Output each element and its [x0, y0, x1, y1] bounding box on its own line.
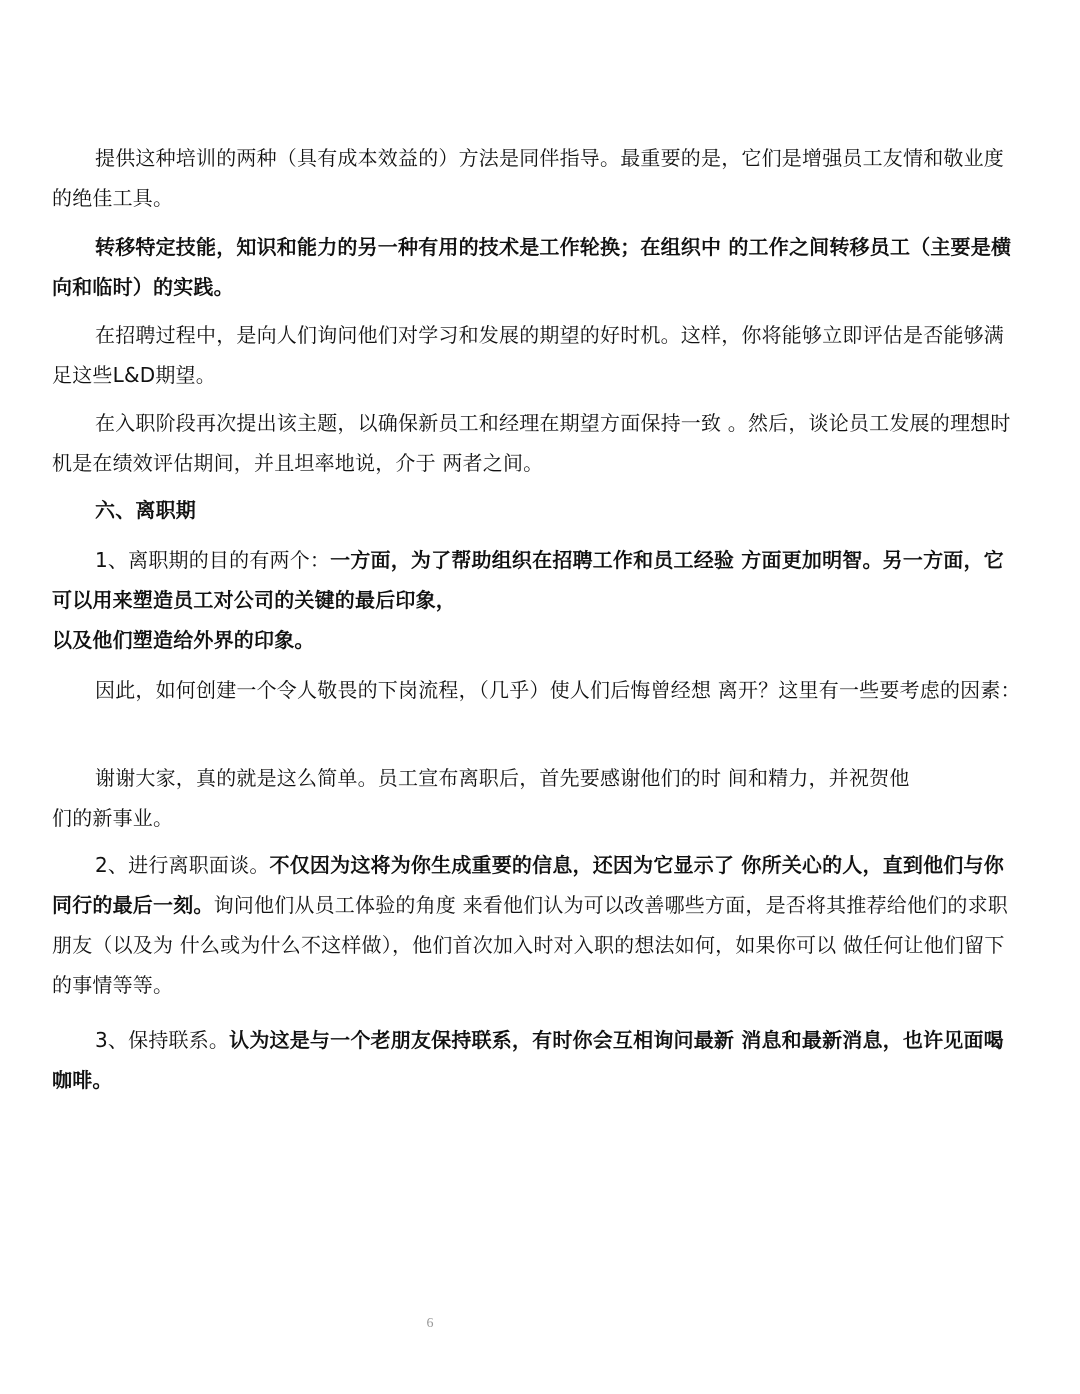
paragraph-text: 转移特定技能，知识和能力的另一种有用的技术是工作轮换；在组织中 的工作之间转移员工（主要是横向和临时）的实践。	[52, 235, 1012, 299]
paragraph-text: 们的新事业。	[52, 806, 174, 830]
paragraph-text-plain: 3、保持联系。	[95, 1028, 230, 1052]
paragraph-keep-in-touch	[52, 1020, 1022, 1100]
heading-text: 六、离职期	[95, 498, 196, 522]
paragraph-thank-you	[52, 758, 1022, 798]
paragraph-offboarding-purpose	[52, 540, 1022, 620]
paragraph-text-plain: 2、进行离职面谈。	[95, 853, 270, 877]
paragraph-offboarding-purpose-continued	[52, 620, 1022, 660]
paragraph-text: 因此，如何创建一个令人敬畏的下岗流程，（几乎）使人们后悔曾经想 离开？这里有一些要考虑的因素：	[95, 678, 1021, 702]
paragraph-text-bold: 认为这是与一个老朋友保持联系，有时你会互相询问最新 消息和最新消息，也许见面喝咖啡。	[52, 1028, 1004, 1092]
paragraph-onboarding	[52, 403, 1022, 483]
paragraph-text-bold: 以及他们塑造给外界的印象。	[52, 628, 315, 652]
paragraph-job-rotation	[52, 227, 1022, 307]
page-number: 6	[426, 1316, 434, 1331]
paragraph-text: 提供这种培训的两种（具有成本效益的）方法是同伴指导。最重要的是，它们是增强员工友情和敬业度的绝佳工具。	[52, 146, 1004, 210]
paragraph-text-bold: 不仅因为这将为你生成重要的信息，还因为它显示了 你所关心的人，直到他们与你同行的最后一刻。	[52, 853, 1004, 917]
paragraph-text-bold: 一方面，为了帮助组织在招聘工作和员工经验 方面更加明智。另一方面，它可以用来塑造员工对公司的关键的最后印象，	[52, 548, 1004, 612]
paragraph-recruitment	[52, 315, 1022, 395]
paragraph-text: 在入职阶段再次提出该主题，以确保新员工和经理在期望方面保持一致 。然后，谈论员工发展的理想时机是在绩效评估期间，并且坦率地说，介于 两者之间。	[52, 411, 1011, 475]
section-heading	[52, 490, 1022, 530]
paragraph-exit-interview	[52, 845, 1022, 1005]
paragraph-text: 谢谢大家，真的就是这么简单。员工宣布离职后，首先要感谢他们的时 间和精力，并祝贺他	[95, 766, 910, 790]
paragraph-offboarding-process	[52, 670, 1022, 710]
paragraph-text: 在招聘过程中，是向人们询问他们对学习和发展的期望的好时机。这样，你将能够立即评估是否能够满足这些L&D期望。	[52, 323, 1004, 387]
paragraph-text-plain: 1、离职期的目的有两个：	[95, 548, 331, 572]
paragraph-thank-you-continued	[52, 798, 1022, 838]
paragraph-text-plain-continued: 询问他们从员工体验的角度 来看他们认为可以改善哪些方面，是否将其推荐给他们的求职朋友（以及为 什么或为什么不这样做），他们首次加入时对入职的想法如何，如果你可以 做任何让他们留下的事情等等。	[52, 893, 1008, 997]
paragraph-peer-mentoring	[52, 138, 1022, 218]
